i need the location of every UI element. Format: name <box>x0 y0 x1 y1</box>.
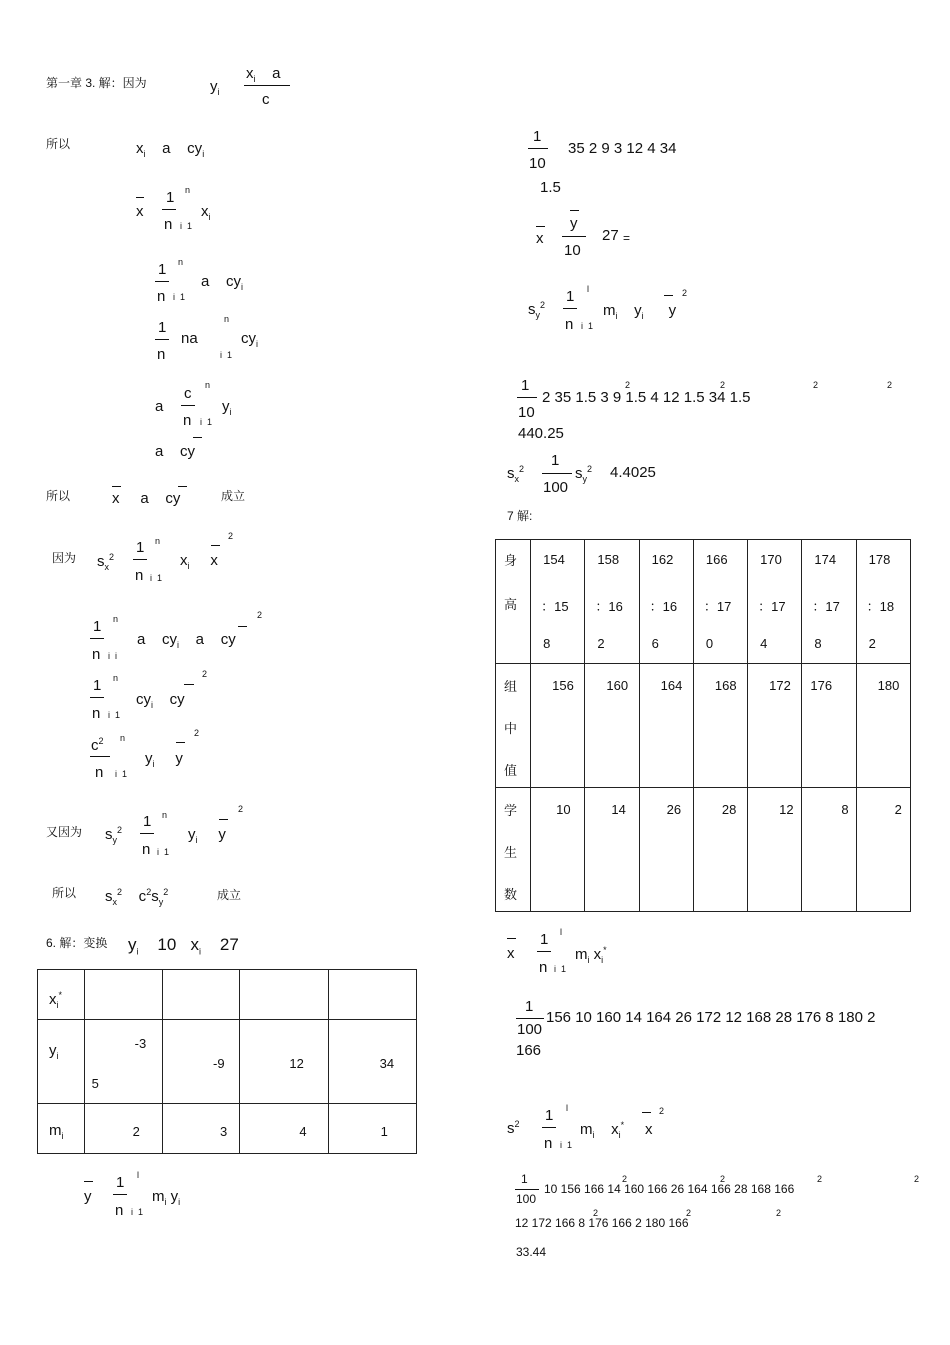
math-one: 1 <box>551 452 560 469</box>
exponent: 2 <box>813 380 819 390</box>
cell-value: 5 <box>91 1076 99 1091</box>
math-sy2: $s_y^2$ <box>528 300 546 320</box>
exponent: 2 <box>682 288 688 298</box>
cell-value: 170 <box>760 552 782 567</box>
table-cell <box>496 664 531 788</box>
sum-top: n <box>205 380 211 390</box>
math-one: 1 <box>116 1174 125 1191</box>
math-one: 1 <box>540 931 549 948</box>
cell-label: 中 <box>504 721 518 736</box>
cell-value: 164 <box>660 678 683 693</box>
fraction-bar <box>244 85 290 86</box>
cell-value: 4 <box>760 636 768 651</box>
cell-value: ：18 <box>866 599 895 614</box>
math-n: n <box>539 959 548 976</box>
overbar <box>211 545 220 546</box>
cell-value: 174 <box>814 552 837 567</box>
value-440.25: 440.25 <box>518 425 564 442</box>
label-chengli: 成立 <box>217 888 242 902</box>
cell-value: 156 <box>552 678 574 693</box>
sum-bottom: i 1 <box>554 964 567 974</box>
sum-top: n <box>155 536 161 546</box>
value-27: 27 <box>602 227 619 244</box>
table-cell <box>163 970 240 1020</box>
sum-top: n <box>120 733 126 743</box>
cell-value: 2 <box>894 802 902 817</box>
math-one: 1 <box>143 813 152 830</box>
math-n: n <box>92 705 101 722</box>
cell-value: 172 <box>769 678 791 693</box>
table-cell <box>328 1020 416 1104</box>
math-sx2: $s_x^2$ <box>507 464 525 484</box>
table-cell: $m_i$ <box>38 1104 85 1154</box>
fraction-bar <box>563 308 577 309</box>
math-one: 1 <box>93 618 102 635</box>
math-100: 100 <box>516 1192 537 1206</box>
table-cell <box>531 788 585 912</box>
overbar <box>112 486 121 487</box>
table-cell <box>84 970 162 1020</box>
overbar <box>178 486 187 487</box>
label-yinwei: 因为 <box>52 551 77 565</box>
sum-top: l <box>560 927 562 937</box>
cell-value: 2 <box>597 636 605 651</box>
table-cell <box>328 1104 416 1154</box>
math-term: na <box>181 330 198 347</box>
math-one: 1 <box>533 128 542 145</box>
overbar <box>84 1181 93 1182</box>
table-cell <box>84 1020 162 1104</box>
cell-value: 2 <box>868 636 876 651</box>
math-term: $y_i$ y <box>145 750 183 769</box>
cell-label: 组 <box>504 679 518 694</box>
math-n: n <box>544 1135 553 1152</box>
table-cell <box>693 540 747 664</box>
exponent: 2 <box>257 610 263 620</box>
table-cell <box>163 1104 240 1154</box>
cell-label: 数 <box>504 887 518 902</box>
math-term: a $cy_i$ a cy <box>137 631 236 650</box>
sum-bottom: i 1 <box>180 221 193 231</box>
cell-value: 8 <box>841 802 849 817</box>
sum-bottom: i 1 <box>220 350 233 360</box>
math-term: $cy_i$ cy <box>136 691 185 710</box>
problem6-label: 6. 解：变换 <box>46 936 108 950</box>
cell-value: 176 <box>810 678 833 693</box>
cell-value: 28 <box>721 802 737 817</box>
overbar <box>193 437 202 438</box>
math-n: n <box>115 1202 124 1219</box>
math-one: 1 <box>136 539 145 556</box>
exponent: 2 <box>686 1208 692 1218</box>
table-cell <box>693 664 747 788</box>
cell-value: 2 <box>132 1124 140 1139</box>
table-cell <box>496 788 531 912</box>
sum-line: 156 10 160 14 164 26 172 12 168 28 176 8 180 2 <box>546 1009 876 1026</box>
table-cell <box>856 664 910 788</box>
fraction-bar <box>155 339 169 340</box>
math-n: n <box>164 216 173 233</box>
value-166: 166 <box>516 1042 542 1059</box>
math-n: n <box>565 316 574 333</box>
cell-value: 12 <box>289 1056 304 1071</box>
math-term: $y_i$ y <box>188 826 226 845</box>
overbar <box>507 938 516 939</box>
sum-bottom: i 1 <box>115 769 128 779</box>
sum-bottom: i 1 <box>150 573 163 583</box>
table-cell <box>639 664 693 788</box>
sum-bottom: i 1 <box>131 1207 144 1217</box>
math-xbar: x <box>136 203 144 220</box>
exponent: 2 <box>238 804 244 814</box>
label-suoyi: 所以 <box>52 886 77 900</box>
fraction-bar <box>528 148 548 149</box>
table-cell <box>240 1020 328 1104</box>
cell-value: 180 <box>877 678 900 693</box>
table-cell <box>328 970 416 1020</box>
table-cell <box>496 540 531 664</box>
fraction-bar <box>562 236 586 237</box>
cell-value: 26 <box>666 802 682 817</box>
cell-label: 值 <box>504 763 518 778</box>
exponent: 2 <box>228 531 234 541</box>
sum-bottom: i i <box>108 651 117 661</box>
cell-label: 生 <box>504 845 518 860</box>
math-y: y <box>570 215 578 232</box>
math-one: 1 <box>521 1172 528 1186</box>
math-term: $m_i$ $x_i^*$ <box>575 945 607 965</box>
math-den: c <box>262 91 270 108</box>
math-n: n <box>92 646 101 663</box>
math-term: a $cy_i$ <box>201 273 244 292</box>
fraction-bar <box>181 405 195 406</box>
table-cell <box>585 788 639 912</box>
table-cell <box>693 788 747 912</box>
table-cell <box>84 1104 162 1154</box>
table-cell: $x_i^*$ <box>38 970 85 1020</box>
math-one: 1 <box>566 288 575 305</box>
cell-value: 8 <box>543 636 551 651</box>
sum-bottom: i 1 <box>200 417 213 427</box>
cell-value: -9 <box>213 1056 225 1071</box>
fraction-bar <box>90 756 110 757</box>
exponent: 2 <box>593 1208 599 1218</box>
math-100: 100 <box>517 1021 543 1038</box>
math-term: $m_i$ $x_i^*$ x <box>580 1120 653 1140</box>
math-one: 1 <box>525 998 534 1015</box>
cell-value: ：17 <box>703 599 732 614</box>
math-one: 1 <box>521 377 530 394</box>
exponent: 2 <box>720 1174 726 1184</box>
table-problem7 <box>495 539 911 912</box>
cell-label: 学 <box>504 803 518 818</box>
fraction-bar <box>517 397 537 398</box>
cell-value: 0 <box>705 636 714 651</box>
sum-bottom: i 1 <box>157 847 170 857</box>
math-yi: $y_i$ <box>222 398 232 417</box>
exponent: 2 <box>887 380 893 390</box>
exponent: 2 <box>194 728 200 738</box>
cell-value: ：17 <box>758 599 786 614</box>
table-cell <box>163 1020 240 1104</box>
sum-top: n <box>185 185 191 195</box>
cell-value: 3 <box>220 1124 228 1139</box>
math-line: x a cy <box>112 490 181 507</box>
fraction-bar <box>155 281 169 282</box>
sum-top: l <box>137 1170 139 1180</box>
cell-value: 154 <box>543 552 565 567</box>
fraction-bar <box>90 638 104 639</box>
math-ybar: y <box>84 1188 92 1205</box>
math-one: 1 <box>166 189 175 206</box>
table-cell <box>748 788 802 912</box>
math-n: n <box>183 412 192 429</box>
math-term: $m_i$ $y_i$ <box>152 1188 181 1207</box>
exponent: 2 <box>817 1174 823 1184</box>
exponent: 2 <box>776 1208 782 1218</box>
sum-top: n <box>113 614 119 624</box>
cell-value: 168 <box>714 678 737 693</box>
math-ten: 10 <box>529 155 546 172</box>
table-cell <box>802 788 856 912</box>
table-cell <box>748 540 802 664</box>
math-n: n <box>135 567 144 584</box>
table-cell <box>531 664 585 788</box>
math-a: a <box>155 398 164 415</box>
table-cell: $y_i$ <box>38 1020 85 1104</box>
math-n: n <box>157 288 166 305</box>
math-xbar: x <box>507 945 515 962</box>
overbar <box>219 819 228 820</box>
table-cell <box>802 664 856 788</box>
sum-bottom: i 1 <box>560 1140 573 1150</box>
value-1.5: 1.5 <box>540 179 561 196</box>
math-ten: 10 <box>564 242 581 259</box>
fraction-bar <box>542 1127 556 1128</box>
math-n: n <box>142 841 151 858</box>
table-cell <box>748 664 802 788</box>
cell-label: 高 <box>504 597 518 612</box>
cell-value: 8 <box>814 636 822 651</box>
cell-value: ：17 <box>812 599 840 614</box>
math-sy2: $s_y^2$ <box>575 464 593 484</box>
overbar <box>642 1112 651 1113</box>
fraction-bar <box>140 833 154 834</box>
cell-value: 12 <box>779 802 794 817</box>
exponent: 2 <box>202 669 208 679</box>
fraction-bar <box>515 1189 539 1190</box>
table-problem6 <box>37 969 417 1154</box>
fraction-bar <box>516 1018 544 1019</box>
table-cell <box>531 540 585 664</box>
math-line: $x_i$ a $cy_i$ <box>136 140 205 159</box>
section-header: 第一章 3. 解：因为 <box>46 76 147 90</box>
label-suoyi: 所以 <box>46 137 71 151</box>
math-y: $y_i$ <box>210 78 220 97</box>
problem7-label: 7 解: <box>507 509 533 523</box>
math-100: 100 <box>543 479 569 496</box>
cell-label: 身 <box>504 553 518 568</box>
table-cell <box>856 788 910 912</box>
math-transform: $y_i$ 10 $x_i$ 27 <box>128 935 239 957</box>
variance-line1: 10 156 166 14 160 166 26 164 166 28 168 166 <box>544 1182 795 1196</box>
label-suoyi: 所以 <box>46 489 71 503</box>
table-cell <box>802 540 856 664</box>
label-chengli: 成立 <box>221 489 246 503</box>
exponent: 2 <box>914 1174 920 1184</box>
exponent: 2 <box>659 1106 665 1116</box>
sum-top: n <box>113 673 119 683</box>
sum-top: l <box>566 1103 568 1113</box>
fraction-bar <box>542 473 572 474</box>
math-term: $cy_i$ <box>241 330 258 349</box>
table-cell <box>240 970 328 1020</box>
cell-value: 158 <box>597 552 620 567</box>
sum-top: n <box>178 257 184 267</box>
math-c: c <box>184 385 192 402</box>
math-xbar: x <box>536 230 544 247</box>
right-line1: 35 2 9 3 12 4 34 <box>568 140 677 157</box>
math-one: 1 <box>545 1107 554 1124</box>
math-line: a cy <box>155 443 196 460</box>
right-long-line: 2 35 1.5 3 9 1.5 4 12 1.5 34 1.5 <box>542 389 751 406</box>
table-cell <box>639 540 693 664</box>
cell-value: ：15 <box>541 599 569 614</box>
table-cell <box>240 1104 328 1154</box>
cell-value: 6 <box>651 636 659 651</box>
cell-value: -3 <box>134 1036 147 1051</box>
table-cell <box>585 664 639 788</box>
sum-bottom: i 1 <box>581 321 594 331</box>
fraction-bar <box>90 697 104 698</box>
table-cell <box>585 540 639 664</box>
overbar <box>176 742 185 743</box>
cell-value: 178 <box>868 552 891 567</box>
overbar <box>536 226 545 227</box>
label-youyinwei: 又因为 <box>46 825 83 839</box>
math-s2: $s^2$ <box>507 1119 520 1137</box>
cell-value: ：16 <box>595 599 623 614</box>
cell-value: 166 <box>705 552 728 567</box>
fraction-bar <box>133 559 147 560</box>
value-4.4025: 4.4025 <box>610 464 656 481</box>
math-term: $m_i$ $y_i$ y <box>603 302 677 321</box>
exponent: 2 <box>625 380 631 390</box>
math-eq: = <box>623 231 631 245</box>
exponent: 2 <box>622 1174 628 1184</box>
table-cell <box>639 788 693 912</box>
overbar <box>238 626 247 627</box>
table-cell <box>856 540 910 664</box>
overbar <box>136 197 144 198</box>
exponent: 2 <box>720 380 726 390</box>
cell-value: ：16 <box>649 599 678 614</box>
cell-value: 34 <box>379 1056 395 1071</box>
fraction-bar <box>537 951 551 952</box>
overbar <box>184 684 194 685</box>
sum-top: n <box>224 314 230 324</box>
math-xi: $x_i$ <box>201 203 211 222</box>
math-one: 1 <box>93 677 102 694</box>
math-ten: 10 <box>518 404 535 421</box>
math-n: n <box>157 346 166 363</box>
cell-value: 14 <box>611 802 626 817</box>
fraction-bar <box>113 1194 127 1195</box>
cell-value: 1 <box>380 1124 388 1139</box>
cell-value: 10 <box>556 802 571 817</box>
overbar <box>664 295 673 296</box>
math-term: $x_i$ x <box>180 552 218 571</box>
value-33.44: 33.44 <box>516 1245 547 1259</box>
variance-line2: 12 172 166 8 176 166 2 180 166 <box>515 1216 689 1230</box>
fraction-bar <box>162 209 176 210</box>
cell-value: 160 <box>606 678 629 693</box>
sum-bottom: i 1 <box>173 292 186 302</box>
math-c2: $c^2$ <box>91 736 104 754</box>
math-sy2: $s_y^2$ <box>105 825 123 845</box>
cell-value: 162 <box>651 552 674 567</box>
sum-bottom: i 1 <box>108 710 121 720</box>
math-line: $s_x^2$ $c^2s_y^2$ <box>105 887 169 907</box>
sum-top: n <box>162 810 168 820</box>
overbar <box>570 210 579 211</box>
math-sx2: $s_x^2$ <box>97 552 115 572</box>
math-num: $x_i$ a <box>246 65 281 84</box>
math-n: n <box>95 764 104 781</box>
math-one: 1 <box>158 319 167 336</box>
cell-value: 4 <box>299 1124 307 1139</box>
sum-top: l <box>587 284 589 294</box>
math-one: 1 <box>158 261 167 278</box>
